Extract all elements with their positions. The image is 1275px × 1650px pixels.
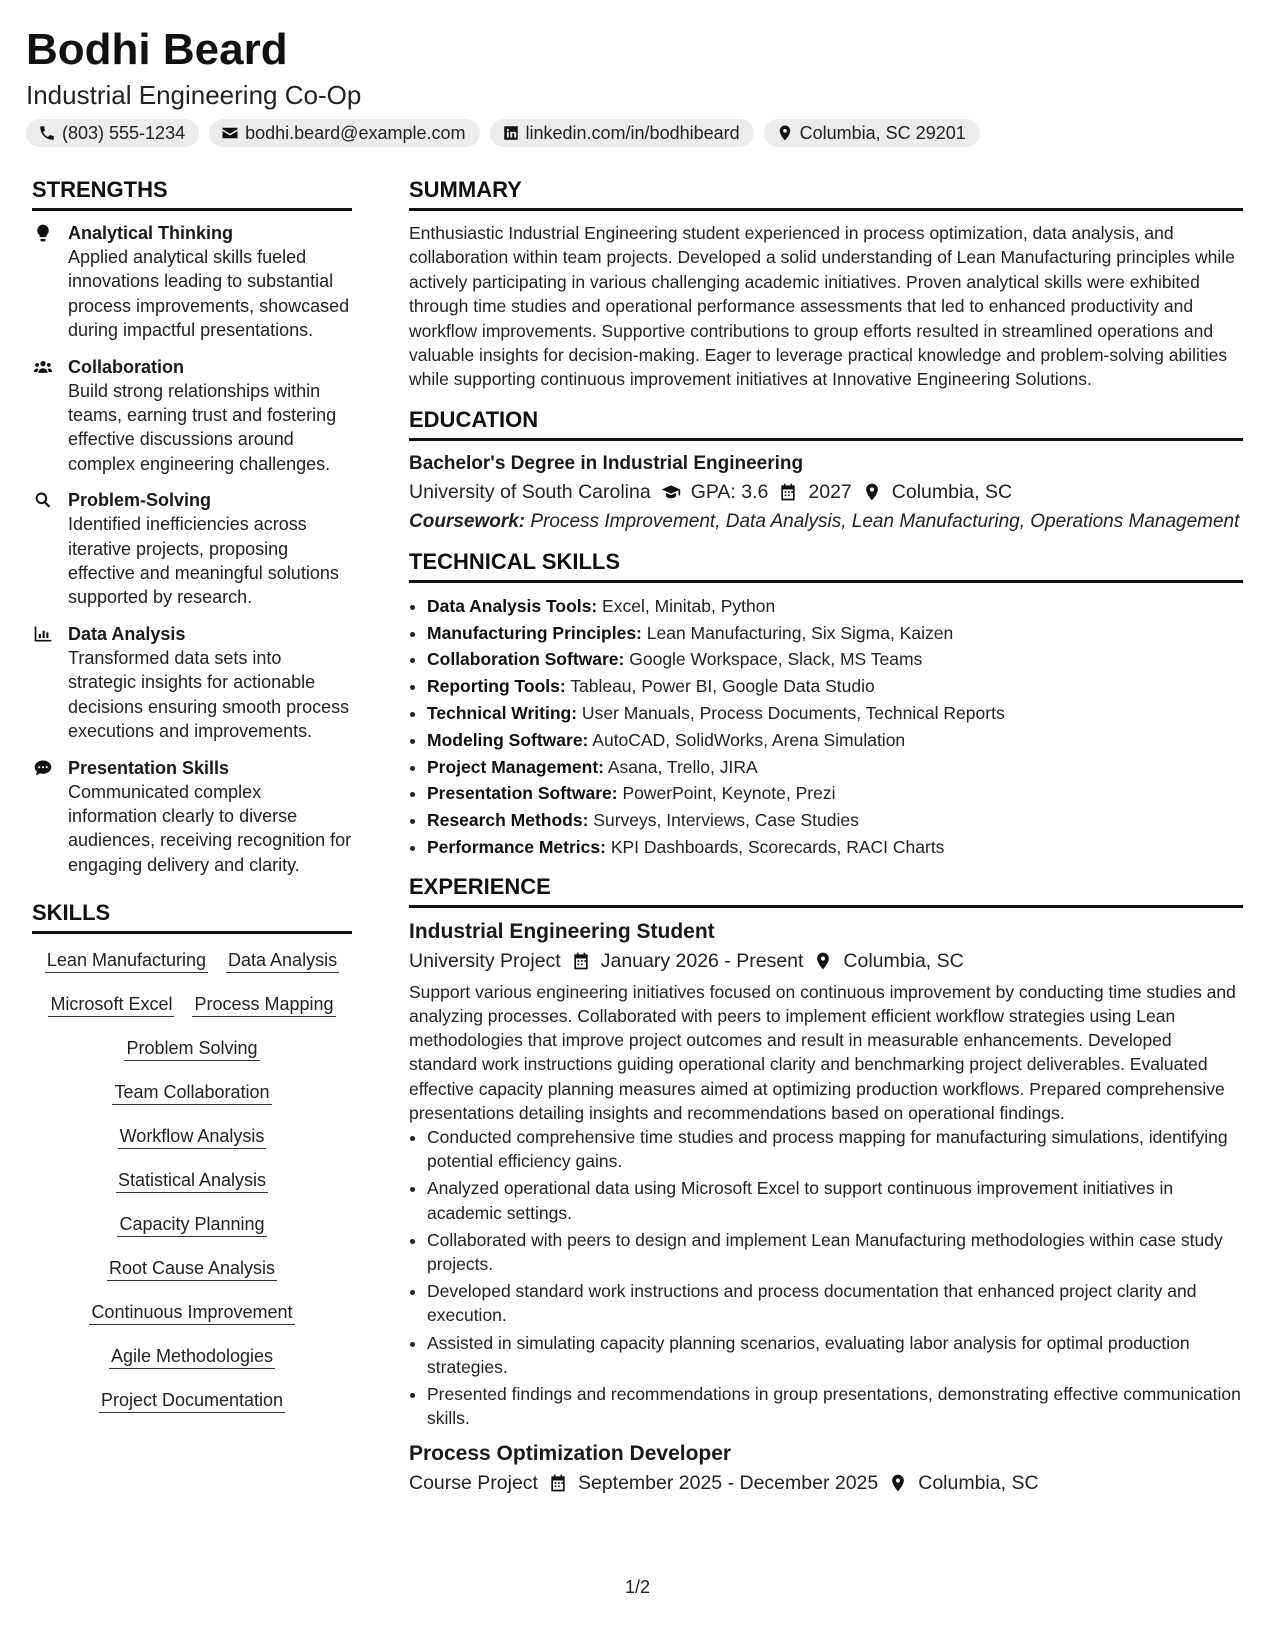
contact-email[interactable] bbox=[209, 119, 479, 147]
map-pin-icon bbox=[862, 482, 882, 502]
strength-item bbox=[32, 622, 352, 744]
strength-description: Applied analytical skills fueled innovations leading to substantial process improvements, showcased during impactful presentations. bbox=[68, 247, 350, 341]
map-pin-icon bbox=[813, 951, 833, 971]
map-pin-icon bbox=[888, 1473, 908, 1493]
school-name: University of South Carolina bbox=[409, 480, 651, 503]
calendar-icon bbox=[571, 951, 591, 971]
contact-linkedin[interactable] bbox=[490, 119, 754, 147]
strength-item bbox=[32, 355, 352, 477]
coursework-label: Coursework: bbox=[409, 510, 526, 532]
job-dates: September 2025 - December 2025 bbox=[577, 1472, 879, 1495]
list-item: • Conducted comprehensive time studies and process mapping for manufacturing simulations, identifying potential efficiency gains. bbox=[427, 1125, 1243, 1173]
graduation-cap-icon bbox=[661, 482, 681, 502]
education-meta bbox=[409, 477, 1243, 507]
search-icon bbox=[33, 490, 53, 510]
page-number: 1/2 bbox=[624, 1577, 651, 1597]
skill-tag: Root Cause Analysis bbox=[107, 1256, 277, 1281]
contact-phone[interactable] bbox=[26, 119, 199, 147]
strength-title: Analytical Thinking bbox=[68, 223, 234, 243]
right-column bbox=[409, 176, 1243, 1498]
list-item: • Modeling Software: AutoCAD, SolidWorks, Arena Simulation bbox=[427, 727, 1243, 754]
lightbulb-icon bbox=[33, 223, 53, 243]
list-item: • Collaborated with peers to design and implement Lean Manufacturing methodologies within case study projects. bbox=[427, 1228, 1243, 1276]
chart-icon bbox=[33, 624, 53, 644]
skill-tag: Capacity Planning bbox=[117, 1212, 266, 1237]
calendar-icon bbox=[778, 482, 798, 502]
job-dates: January 2026 - Present bbox=[600, 949, 804, 972]
list-item: • Performance Metrics: KPI Dashboards, Scorecards, RACI Charts bbox=[427, 834, 1243, 861]
skill-tag: Process Mapping bbox=[192, 992, 335, 1017]
list-item: • Assisted in simulating capacity planning scenarios, evaluating labor analysis for optimal production strategies. bbox=[427, 1331, 1243, 1379]
job-location: Columbia, SC bbox=[918, 1472, 1039, 1495]
linkedin-text: linkedin.com/in/bodhibeard bbox=[525, 123, 740, 143]
gpa-text: GPA: 3.6 bbox=[690, 480, 769, 503]
job-meta bbox=[409, 1468, 1243, 1498]
job-meta bbox=[409, 946, 1243, 976]
location-text: Columbia, SC 29201 bbox=[799, 123, 966, 143]
coursework bbox=[409, 510, 1243, 534]
skill-tag: Problem Solving bbox=[124, 1036, 259, 1061]
job-organization: University Project bbox=[409, 949, 561, 972]
strength-title: Data Analysis bbox=[68, 623, 186, 644]
graduation-year: 2027 bbox=[808, 480, 852, 503]
left-column bbox=[32, 176, 352, 1413]
strength-item bbox=[32, 756, 352, 878]
comments-icon bbox=[33, 758, 53, 778]
skill-tag: Microsoft Excel bbox=[48, 992, 174, 1017]
list-item: • Research Methods: Surveys, Interviews, Case Studies bbox=[427, 807, 1243, 834]
list-item: • Analyzed operational data using Microsoft Excel to support continuous improvement initiatives in academic settings. bbox=[427, 1176, 1243, 1224]
list-item: • Presentation Software: PowerPoint, Keynote, Prezi bbox=[427, 780, 1243, 807]
skill-tag: Team Collaboration bbox=[112, 1080, 271, 1105]
calendar-icon bbox=[548, 1473, 568, 1493]
candidate-name: Bodhi Beard bbox=[26, 25, 288, 74]
list-item: • Presented findings and recommendations in group presentations, demonstrating effective communication skills. bbox=[427, 1382, 1243, 1430]
job-title: Process Optimization Developer bbox=[409, 1442, 732, 1466]
users-icon bbox=[33, 357, 53, 377]
list-item: • Project Management: Asana, Trello, JIRA bbox=[427, 754, 1243, 781]
linkedin-icon bbox=[502, 124, 520, 142]
job-organization: Course Project bbox=[409, 1472, 538, 1495]
job-bullets bbox=[409, 1125, 1243, 1430]
summary-heading: SUMMARY bbox=[409, 176, 1243, 211]
skill-tag: Agile Methodologies bbox=[109, 1344, 275, 1369]
job-location: Columbia, SC bbox=[843, 949, 964, 972]
email-text: bodhi.beard@example.com bbox=[245, 123, 466, 143]
strengths-heading: STRENGTHS bbox=[32, 176, 352, 211]
summary-text: Enthusiastic Industrial Engineering student experienced in process optimization, data analysis, and collaboration within team projects. Developed a solid understanding of Lean Manufacturing principles while actively participating in various challenging academic initiatives. Proven analytical skills were exhibited through time studies and operational performance assessments that led to enhanced productivity and workflow improvements. Supportive contributions to group efforts resulted in streamlined operations and valuable insights for decision-making. Eager to leverage practical knowledge and problem-solving abilities while supporting continuous improvement initiatives at Innovative Engineering Solutions. bbox=[409, 223, 1235, 390]
list-item: • Manufacturing Principles: Lean Manufacturing, Six Sigma, Kaizen bbox=[427, 620, 1243, 647]
candidate-role: Industrial Engineering Co-Op bbox=[26, 80, 362, 110]
phone-icon bbox=[38, 124, 56, 142]
strength-title: Collaboration bbox=[68, 356, 184, 377]
experience-heading: EXPERIENCE bbox=[409, 873, 1243, 908]
job-description: Support various engineering initiatives focused on continuous improvement by conducting time studies and analyzing processes. Collaborated with peers to implement efficient workflow strategies using Lean methodologies that improve project outcomes and result in measurable enhancements. Developed standard work instructions guiding operational clarity and benchmarking project deliverables. Evaluated effective capacity planning measures aimed at optimizing production workflows. Prepared comprehensive presentations detailing insights and recommendations based on operational findings. bbox=[409, 981, 1236, 1123]
technical-skills-list bbox=[409, 593, 1243, 861]
map-pin-icon bbox=[776, 124, 794, 142]
skill-tag: Statistical Analysis bbox=[116, 1168, 268, 1193]
list-item: • Data Analysis Tools: Excel, Minitab, Python bbox=[427, 593, 1243, 620]
skill-tag: Data Analysis bbox=[226, 948, 339, 973]
job-title: Industrial Engineering Student bbox=[409, 919, 715, 943]
skill-tag: Workflow Analysis bbox=[118, 1124, 267, 1149]
strength-description: Build strong relationships within teams, earning trust and fostering effective discussions around complex engineering challenges. bbox=[68, 380, 337, 474]
contact-location bbox=[764, 119, 980, 147]
education-heading: EDUCATION bbox=[409, 406, 1243, 441]
strength-title: Presentation Skills bbox=[68, 757, 230, 778]
skill-tag: Lean Manufacturing bbox=[45, 948, 208, 973]
skill-tag: Continuous Improvement bbox=[89, 1300, 294, 1325]
list-item: • Reporting Tools: Tableau, Power BI, Google Data Studio bbox=[427, 673, 1243, 700]
contact-bar bbox=[26, 119, 1249, 147]
strength-description: Communicated complex information clearly to diverse audiences, receiving recognition for engaging delivery and clarity. bbox=[68, 781, 352, 875]
skill-tag: Project Documentation bbox=[99, 1388, 285, 1413]
skills-heading: SKILLS bbox=[32, 899, 352, 934]
degree-title: Bachelor's Degree in Industrial Engineering bbox=[409, 452, 804, 474]
list-item: • Collaboration Software: Google Workspace, Slack, MS Teams bbox=[427, 646, 1243, 673]
resume-header bbox=[26, 22, 1249, 147]
technical-skills-heading: TECHNICAL SKILLS bbox=[409, 548, 1243, 583]
phone-text: (803) 555-1234 bbox=[62, 123, 186, 143]
coursework-list: Process Improvement, Data Analysis, Lean Manufacturing, Operations Management bbox=[525, 510, 1240, 532]
list-item: • Technical Writing: User Manuals, Process Documents, Technical Reports bbox=[427, 700, 1243, 727]
list-item: • Developed standard work instructions and process documentation that enhanced project clarity and execution. bbox=[427, 1279, 1243, 1327]
school-location: Columbia, SC bbox=[891, 480, 1013, 503]
strength-description: Transformed data sets into strategic insights for actionable decisions ensuring smooth process executions and improvements. bbox=[68, 647, 350, 742]
strength-description: Identified inefficiencies across iterative projects, proposing effective and meaningful solutions supported by research. bbox=[68, 514, 339, 608]
strength-title: Problem-Solving bbox=[68, 490, 212, 511]
strength-item bbox=[32, 488, 352, 610]
strength-item bbox=[32, 221, 352, 343]
envelope-icon bbox=[221, 124, 239, 142]
skills-list bbox=[32, 948, 352, 1413]
